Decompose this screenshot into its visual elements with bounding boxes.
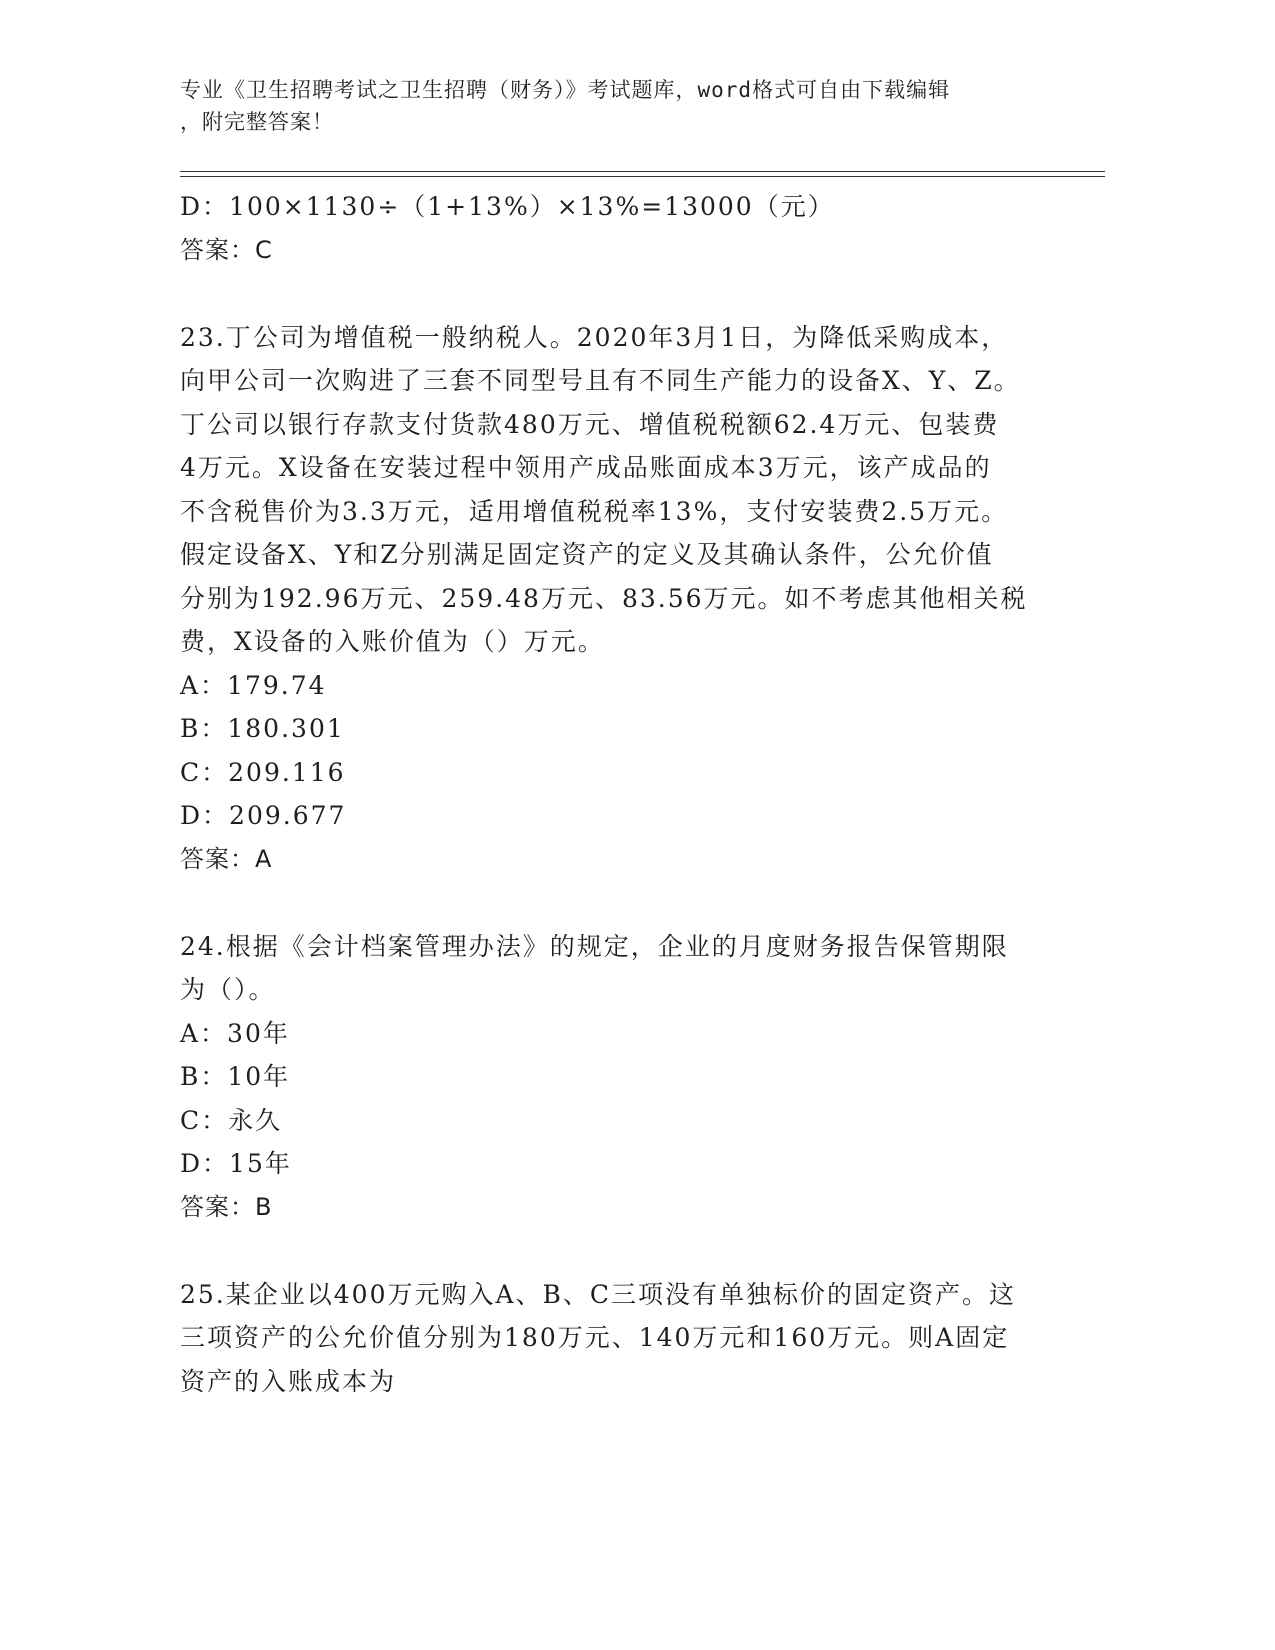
header-divider-bottom bbox=[180, 176, 1105, 177]
question-24-answer: 答案：B bbox=[180, 1192, 273, 1221]
question-24 bbox=[180, 925, 1080, 1230]
question-23-line: 假定设备X、Y和Z分别满足固定资产的定义及其确认条件，公允价值 bbox=[180, 540, 994, 569]
question-23-option-a: A：179.74 bbox=[180, 670, 327, 700]
header-line-2: ，附完整答案！ bbox=[180, 110, 334, 134]
spacer bbox=[180, 272, 1080, 316]
question-25-line: 三项资产的公允价值分别为180万元、140万元和160万元。则A固定 bbox=[180, 1323, 1010, 1352]
prev-answer: 答案：C bbox=[180, 235, 273, 264]
question-23-line: 23.丁公司为增值税一般纳税人。2020年3月1日，为降低采购成本， bbox=[180, 322, 1009, 352]
document-header bbox=[180, 74, 1060, 138]
question-23-option-d: D：209.677 bbox=[180, 801, 347, 830]
question-23-line: 向甲公司一次购进了三套不同型号且有不同生产能力的设备X、Y、Z。 bbox=[180, 366, 1021, 395]
question-24-option-c: C：永久 bbox=[180, 1105, 283, 1135]
document-body bbox=[180, 185, 1080, 1403]
question-23-line: 费，X设备的入账价值为（）万元。 bbox=[180, 627, 605, 656]
question-23-option-c: C：209.116 bbox=[180, 757, 346, 787]
question-23-line: 不含税售价为3.3万元，适用增值税税率13%，支付安装费2.5万元。 bbox=[180, 496, 1009, 526]
question-23-line: 4万元。X设备在安装过程中领用产成品账面成本3万元，该产成品的 bbox=[180, 453, 992, 482]
spacer bbox=[180, 1229, 1080, 1273]
header-divider-top bbox=[180, 171, 1105, 172]
question-25 bbox=[180, 1273, 1080, 1404]
question-24-line: 为（）。 bbox=[180, 975, 276, 1004]
question-23-answer: 答案：A bbox=[180, 844, 273, 873]
header-line-1: 专业《卫生招聘考试之卫生招聘（财务）》考试题库，word格式可自由下载编辑 bbox=[180, 78, 951, 102]
question-24-line: 24.根据《会计档案管理办法》的规定，企业的月度财务报告保管期限 bbox=[180, 931, 1009, 961]
question-24-option-b: B：10年 bbox=[180, 1062, 291, 1091]
question-25-line: 25.某企业以400万元购入A、B、C三项没有单独标价的固定资产。这 bbox=[180, 1279, 1017, 1309]
question-23-option-b: B：180.301 bbox=[180, 714, 345, 743]
question-23 bbox=[180, 316, 1080, 882]
question-25-line: 资产的入账成本为 bbox=[180, 1366, 397, 1396]
question-24-option-a: A：30年 bbox=[180, 1018, 290, 1048]
question-23-line: 丁公司以银行存款支付货款480万元、增值税税额62.4万元、包装费 bbox=[180, 409, 1000, 439]
question-24-option-d: D：15年 bbox=[180, 1149, 292, 1178]
question-23-line: 分别为192.96万元、259.48万元、83.56万元。如不考虑其他相关税 bbox=[180, 583, 1028, 613]
spacer bbox=[180, 881, 1080, 925]
prev-option-d: D：100×1130÷（1+13%）×13%=13000（元） bbox=[180, 192, 835, 221]
